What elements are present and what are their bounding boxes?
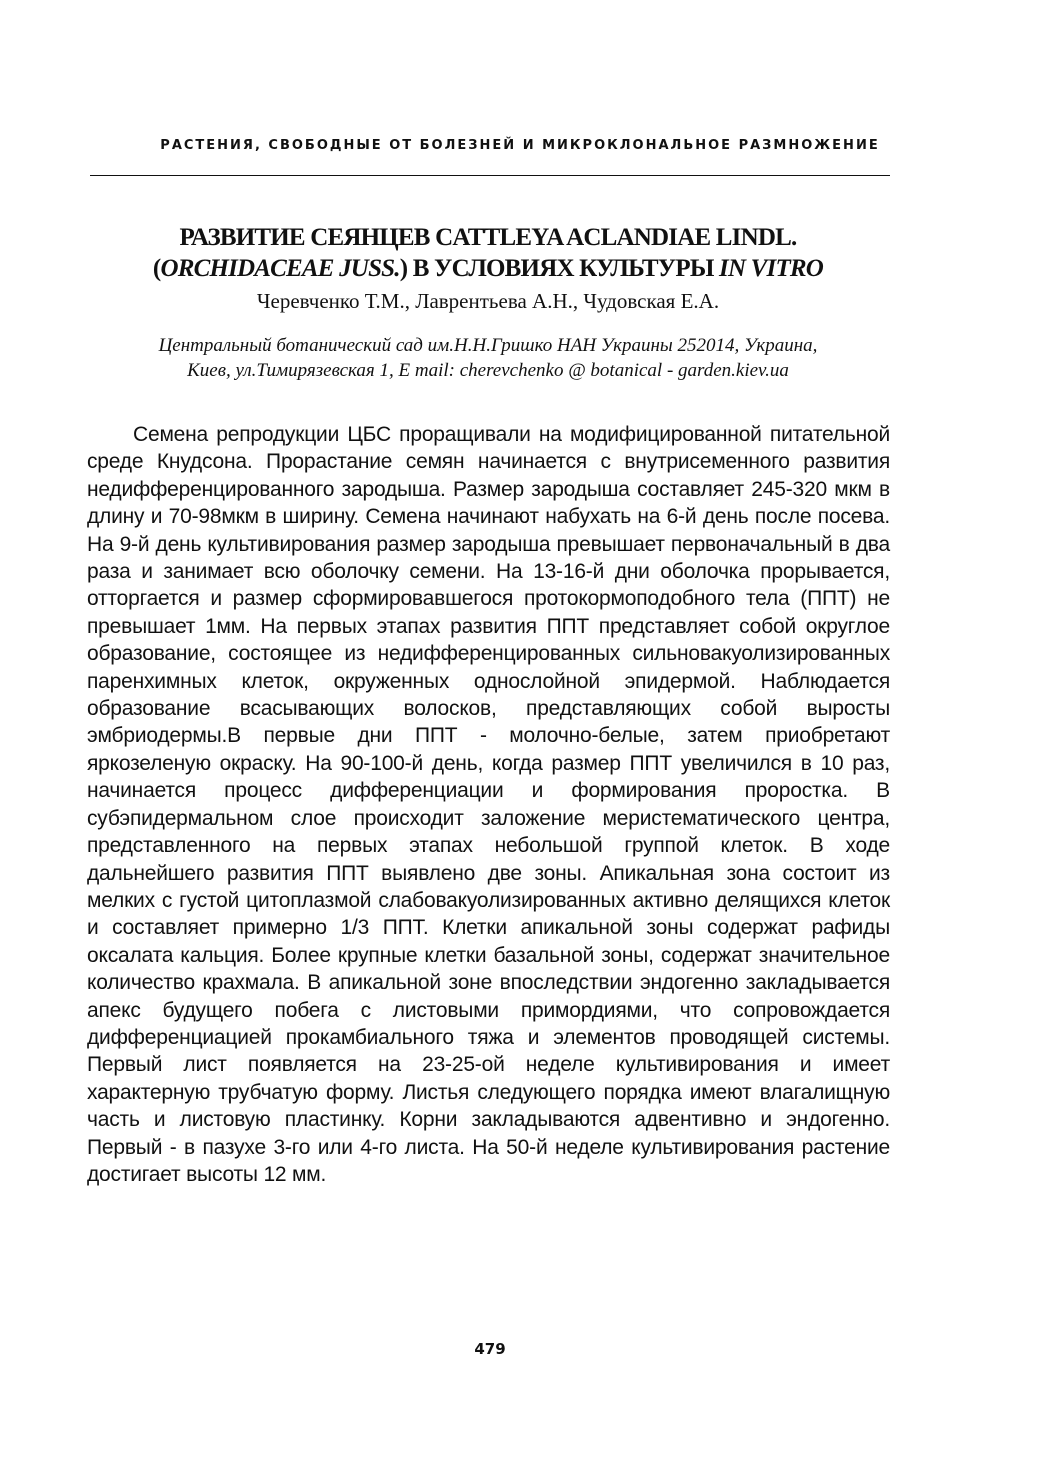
header-rule (90, 175, 890, 176)
title-part1: РАЗВИТИЕ СЕЯНЦЕВ CATTLEYA ACLANDIAE LINDL. ( (152, 224, 797, 282)
page-number: 479 (474, 1340, 506, 1358)
body-paragraph: Семена репродукции ЦБС проращивали на модифицированной питательной среде Кнудсона. Прорастание семян начинается с внутрисеменного развития недифференцированного зародыша. Размер зародыша составляет 245-320 мкм в длину и 70-98мкм в ширину. Семена начинают набухать на 6-й день после посева. На 9-й день культивирования размер зародыша превышает первоначальный в два раза и занимает всю оболочку семени. На 13-16-й дни оболочка прорывается, отторгается и размер сформировавшегося протокормоподобного тела (ППТ) не превышает 1мм. На первых этапах развития ППТ представляет собой округлое образование, состоящее из недифференцированных сильновакуолизированных паренхимных клеток, окруженных однослойной эпидермой. Наблюдается образование всасывающих волосков, представляющих собой выросты эмбриодермы.В первые дни ППТ - молочно-белые, затем приобретают яркозеленую окраску. На 90-100-й день, когда размер ППТ увеличился в 10 раз, начинается процесс дифференциации и формирования проростка. В субэпидермальном слое происходит заложение меристематического центра, представленного на первых этапах небольшой группой клеток. В ходе дальнейшего развития ППТ выявлено две зоны. Апикальная зона состоит из мелких с густой цитоплазмой слабовакуолизированных активно делящихся клеток и составляет примерно 1/3 ППТ. Клетки апикальной зоны содержат рафиды оксалата кальция. Более крупные клетки базальной зоны, содержат значительное количество крахмала. В апикальной зоне впоследствии эндогенно закладывается апекс будущего побега с листовыми примордиями, что сопровождается дифференциацией прокамбиального тяжа и элементов проводящей системы. Первый лист появляется на 23-25-ой неделе культивирования и имеет характерную трубчатую форму. Листья следующего порядка имеют влагалищную часть и листовую пластинку. Корни закладываются адвентивно и эндогенно. Первый - в пазухе 3-го или 4-го листа. На 50-й неделе культивирования растение достигает высоты 12 мм. (87, 423, 890, 1186)
title-italic1: ORCHIDACEAE JUSS. (160, 255, 400, 282)
authors: Черевченко Т.М., Лаврентьева А.Н., Чудовская Е.А. (256, 289, 720, 313)
affiliation-line2: Киев, ул.Тимирязевская 1, E mail: cherevchenko @ botanical - garden.kiev.ua (187, 360, 789, 381)
affiliation-line1: Центральный ботанический сад им.Н.Н.Гришко НАН Украины 252014, Украина, (158, 335, 818, 356)
article-title (88, 222, 888, 284)
affiliation (88, 333, 888, 383)
title-part2: ) В УСЛОВИЯХ КУЛЬТУРЫ (399, 255, 720, 282)
running-head: РАСТЕНИЯ, СВОБОДНЫЕ ОТ БОЛЕЗНЕЙ И МИКРОКЛОНАЛЬНОЕ РАЗМНОЖЕНИЕ (160, 138, 880, 153)
title-italic2: IN VITRO (719, 255, 824, 282)
